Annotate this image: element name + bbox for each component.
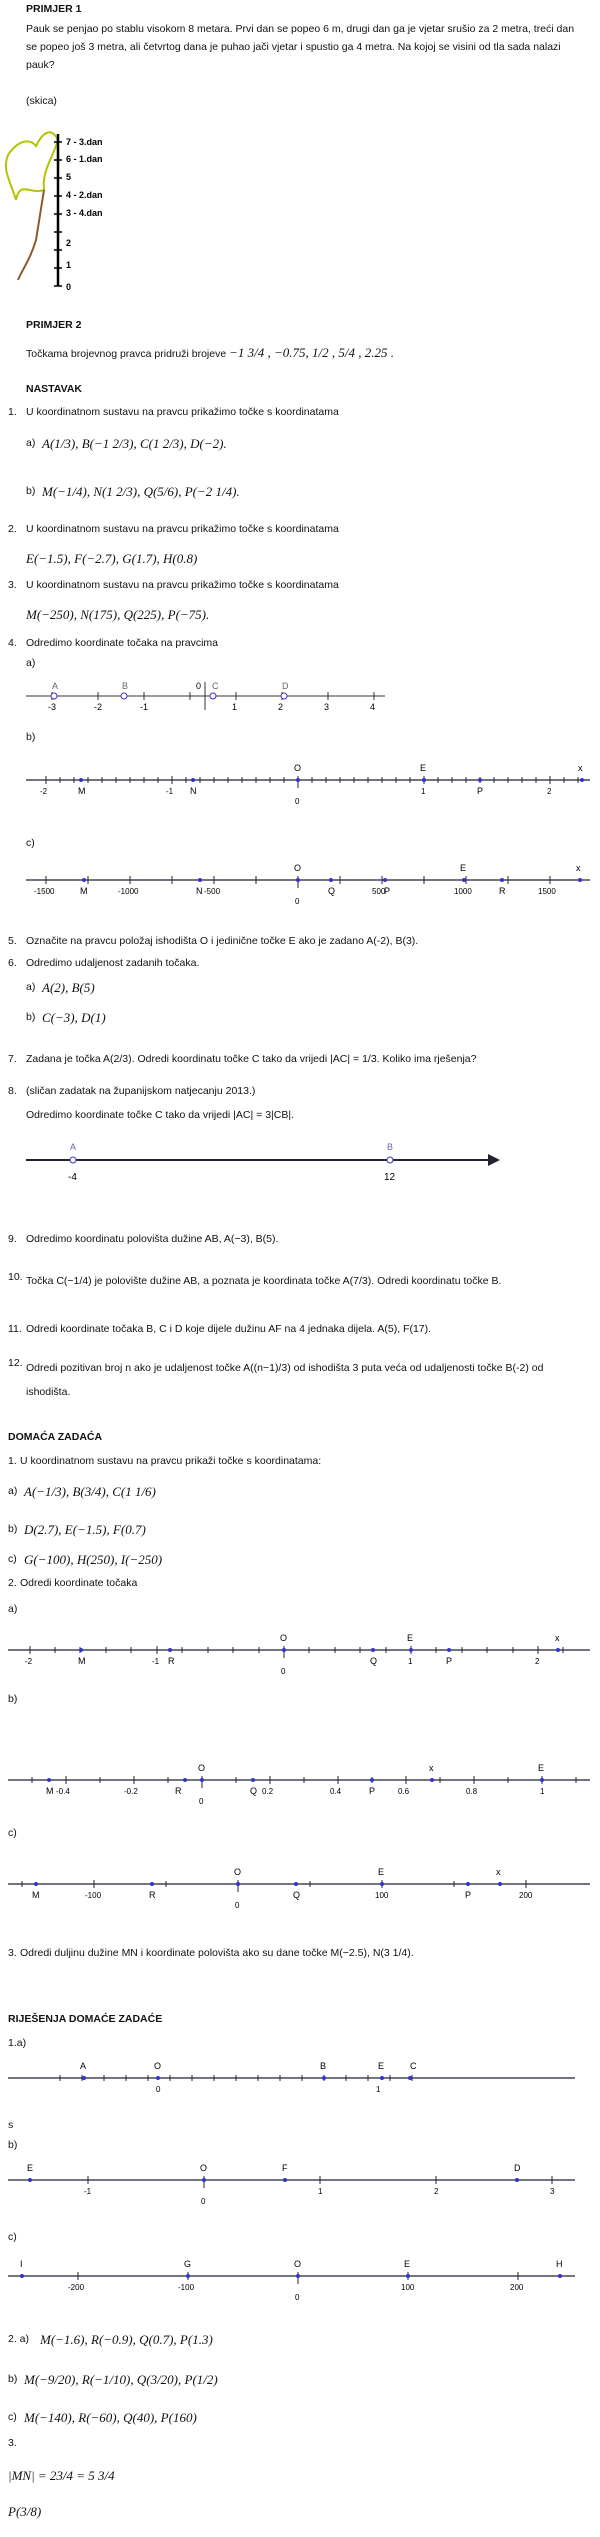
tick-label: 1 (408, 1657, 413, 1666)
point-R: R (149, 1890, 156, 1900)
point-R: R (168, 1656, 175, 1666)
item-math: A(1/3), B(−1 2/3), C(1 2/3), D(−2). (42, 436, 227, 451)
tick-label: 2 (434, 2187, 439, 2196)
item-text: Odredimo udaljenost zadanih točaka. (26, 957, 200, 969)
point-E: E (460, 863, 467, 873)
point-M: M (46, 1786, 54, 1796)
tick-label: -2 (94, 702, 103, 712)
tick-label: 1000 (454, 887, 472, 896)
item-math: C(−3), D(1) (42, 1010, 106, 1025)
item-text: Odredimo koordinate točaka na pravcima (26, 637, 219, 649)
tick-label: 1 (232, 702, 238, 712)
rjesenja-title: RIJEŠENJA DOMAĆE ZADAĆE (8, 2013, 163, 2025)
item-math: A(2), B(5) (42, 980, 95, 995)
item-text: Odredi pozitivan broj n ako je udaljenost točke A((n−1)/3) od ishodišta 3 puta veća od udaljenosti točke B(-2) od ishodišta. (26, 1362, 544, 1398)
tick-label: -500 (204, 887, 221, 896)
tick-label: -2 (25, 1657, 33, 1666)
primjer2-math: −1 3/4 , −0.75, 1/2 , 5/4 , 2.25 . (229, 345, 394, 360)
tick-label: 200 (519, 1891, 533, 1900)
tick-label: -1 (140, 702, 149, 712)
point-I: I (20, 2259, 23, 2269)
point-O: O (294, 2259, 302, 2269)
item-num: 1. (8, 1455, 17, 1467)
tick-label: -1 (152, 1657, 160, 1666)
point-C: C (410, 2061, 417, 2071)
tick-label: 0 (295, 2293, 300, 2302)
domaca-title: DOMAĆA ZADAĆA (8, 1431, 103, 1443)
tick-label: 0.4 (330, 1787, 342, 1796)
tick-label: 0 (156, 2085, 161, 2094)
rjesenja-sub: 1.a) (8, 2037, 27, 2049)
tick-label: 2 (547, 787, 552, 796)
tick-label: 100 (375, 1891, 389, 1900)
numberline-r1b (0, 2160, 600, 2210)
item-math: M(−140), R(−60), Q(40), P(160) (24, 2410, 197, 2425)
tick-label: 0 (295, 797, 300, 806)
tick-label: -1500 (34, 887, 55, 896)
item-math: P(3/8) (8, 2504, 42, 2519)
point-D: D (282, 681, 289, 691)
point-M: M (80, 886, 88, 896)
tick-label: 1 (376, 2085, 381, 2094)
tick-label: -100 (178, 2283, 195, 2292)
point-E: E (538, 1763, 545, 1773)
item-num: 3. (8, 579, 17, 591)
tick-label: 100 (401, 2283, 415, 2292)
tick-label: 0 (199, 1797, 204, 1806)
point-E: E (407, 1633, 414, 1643)
numberline-d2b (0, 1760, 600, 1810)
item-num: 3. (8, 1947, 17, 1959)
item-num: b) (26, 1011, 36, 1023)
tick-label: -2 (40, 787, 48, 796)
tick-label: -1 (84, 2187, 92, 2196)
rjesenja-s: s (8, 2119, 14, 2131)
point-M: M (32, 1890, 40, 1900)
rjesenja-b: b) (8, 2139, 18, 2151)
point-E: E (378, 1867, 385, 1877)
item-num: c) (8, 1827, 17, 1839)
point-O: O (234, 1867, 242, 1877)
tick-label: 1 (318, 2187, 323, 2196)
point-x: x (429, 1763, 434, 1773)
item-num: a) (26, 657, 36, 669)
tick-label: 0 (295, 897, 300, 906)
item-text: Označite na pravcu položaj ishodišta O i jedinične točke E ako je zadano A(-2), B(3). (26, 935, 419, 947)
numberline-4a (0, 676, 600, 716)
item-num: a) (8, 1485, 18, 1497)
item-math: G(−100), H(250), I(−250) (24, 1552, 163, 1567)
tick-label: 1 (421, 787, 426, 796)
tick-label: -0.4 (56, 1787, 70, 1796)
point-P: P (384, 886, 391, 896)
tick-label: -0.2 (124, 1787, 138, 1796)
item-math: M(−9/20), R(−1/10), Q(3/20), P(1/2) (24, 2372, 218, 2387)
item-num: 7. (8, 1053, 17, 1065)
mark-4: 4 - 2.dan (66, 190, 103, 200)
point-P: P (446, 1656, 453, 1666)
item-num: 11. (8, 1323, 22, 1335)
tick-label: 3 (550, 2187, 555, 2196)
item-num: a) (26, 437, 36, 449)
point-R: R (175, 1786, 182, 1796)
primjer2-text: Točkama brojevnog pravca pridruži brojeve −1 3/4 , −0.75, 1/2 , 5/4 , 2.25 . (26, 345, 394, 360)
item-text: Odredimo koordinate točke C tako da vrijedi |AC| = 3|CB|. (26, 1109, 294, 1121)
item-num: 3. (8, 2437, 17, 2449)
item-math: E(−1.5), F(−2.7), G(1.7), H(0.8) (26, 551, 198, 566)
point-Q: Q (328, 886, 336, 896)
point-N: N (196, 886, 203, 896)
point-F: F (282, 2163, 288, 2173)
item-text: Točka C(−1/4) je polovište dužine AB, a poznata je koordinata točke A(7/3). Odredi koordinatu točke B. (26, 1275, 502, 1287)
tick-label: 0 (196, 681, 202, 691)
tick-label: -3 (48, 702, 57, 712)
tick-label: 0.8 (466, 1787, 478, 1796)
tick-label: -100 (85, 1891, 102, 1900)
mark-5: 5 (66, 172, 72, 182)
tick-label: 0.2 (262, 1787, 274, 1796)
tick-label: 0 (281, 1667, 286, 1676)
numberline-d2c (0, 1864, 600, 1914)
tick-label: 1500 (538, 887, 556, 896)
item-text: (sličan zadatak na županijskom natjecanju 2013.) (26, 1085, 256, 1097)
item-num: b) (26, 485, 36, 497)
tick-label: -4 (68, 1172, 77, 1183)
tick-label: 200 (510, 2283, 524, 2292)
spider-sketch (0, 110, 160, 310)
item-num: 1. (8, 406, 17, 418)
point-P: P (369, 1786, 376, 1796)
point-x: x (496, 1867, 501, 1877)
point-x: x (555, 1633, 560, 1643)
tick-label: 12 (384, 1172, 396, 1183)
point-A: A (80, 2061, 87, 2071)
item-text: Odredi duljinu dužine MN i koordinate polovišta ako su dane točke M(−2.5), N(3 1/4). (20, 1947, 414, 1959)
point-R: R (499, 886, 506, 896)
tick-label: 500 (372, 887, 386, 896)
item-text: Odredimo koordinatu polovišta dužine AB, A(−3), B(5). (26, 1233, 279, 1245)
point-x: x (576, 863, 581, 873)
item-num: b) (8, 1693, 18, 1705)
item-text: U koordinatnom sustavu na pravcu prikaži točke s koordinatama: (20, 1455, 322, 1467)
point-E: E (27, 2163, 34, 2173)
point-O: O (294, 763, 302, 773)
mark-0: 0 (66, 282, 72, 292)
numberline-4c (0, 860, 600, 910)
point-B: B (387, 1142, 394, 1152)
item-num: 2. a) (8, 2333, 30, 2345)
item-num: 5. (8, 935, 17, 947)
point-E: E (404, 2259, 411, 2269)
item-num: b) (8, 1523, 18, 1535)
item-num: 2. (8, 1577, 17, 1589)
point-x: x (578, 763, 583, 773)
item-math: M(−1/4), N(1 2/3), Q(5/6), P(−2 1/4). (42, 484, 240, 499)
point-D: D (514, 2163, 521, 2173)
item-math: |MN| = 23/4 = 5 3/4 (8, 2468, 115, 2483)
tick-label: -1000 (118, 887, 139, 896)
point-P: P (465, 1890, 472, 1900)
item-math: A(−1/3), B(3/4), C(1 1/6) (24, 1484, 156, 1499)
point-G: G (184, 2259, 192, 2269)
point-M: M (78, 786, 86, 796)
tick-label: 3 (324, 702, 330, 712)
numberline-r1a (0, 2058, 600, 2108)
mark-6: 6 - 1.dan (66, 154, 103, 164)
tick-label: 0 (235, 1901, 240, 1910)
numberline-d2a (0, 1630, 600, 1680)
point-B: B (320, 2061, 327, 2071)
item-num: 6. (8, 957, 17, 969)
item-text: U koordinatnom sustavu na pravcu prikažimo točke s koordinatama (26, 523, 339, 535)
item-text: U koordinatnom sustavu na pravcu prikažimo točke s koordinatama (26, 406, 339, 418)
point-O: O (154, 2061, 162, 2071)
primjer1-title: PRIMJER 1 (26, 3, 82, 15)
numberline-8 (0, 1140, 600, 1190)
item-num: 10. (8, 1271, 23, 1283)
tick-label: -1 (166, 787, 174, 796)
item-text: Odredi koordinate točaka B, C i D koje dijele dužinu AF na 4 jednaka dijela. A(5), F(17). (26, 1323, 432, 1335)
item-text: Odredi koordinate točaka (20, 1577, 138, 1589)
item-num: 9. (8, 1233, 17, 1245)
item-text: U koordinatnom sustavu na pravcu prikažimo točke s koordinatama (26, 579, 339, 591)
item-num: 12. (8, 1357, 23, 1369)
item-num: a) (26, 981, 36, 993)
tick-label: 0 (201, 2197, 206, 2206)
mark-1: 1 (66, 260, 72, 270)
point-A: A (70, 1142, 77, 1152)
tick-label: 1 (540, 1787, 545, 1796)
point-Q: Q (370, 1656, 378, 1666)
sketch-label: (skica) (26, 95, 57, 107)
point-E: E (420, 763, 427, 773)
item-num: b) (8, 2373, 18, 2385)
point-C: C (212, 681, 219, 691)
item-num: c) (8, 1553, 17, 1565)
point-N: N (190, 786, 197, 796)
item-num: a) (8, 1603, 18, 1615)
item-num: 2. (8, 523, 17, 535)
tick-label: 4 (370, 702, 376, 712)
rjesenja-c: c) (8, 2231, 17, 2243)
mark-2: 2 (66, 238, 72, 248)
point-O: O (280, 1633, 288, 1643)
point-E: E (378, 2061, 385, 2071)
item-num: b) (26, 731, 36, 743)
point-H: H (556, 2259, 563, 2269)
mark-3: 3 - 4.dan (66, 208, 103, 218)
point-M: M (78, 1656, 86, 1666)
point-O: O (294, 863, 302, 873)
item-num: c) (8, 2411, 17, 2423)
item-math: M(−1.6), R(−0.9), Q(0.7), P(1.3) (40, 2332, 213, 2347)
tick-label: 2 (278, 702, 284, 712)
item-math: D(2.7), E(−1.5), F(0.7) (24, 1522, 146, 1537)
tick-label: 2 (535, 1657, 540, 1666)
point-O: O (200, 2163, 208, 2173)
item-num: 8. (8, 1085, 17, 1097)
item-num: c) (26, 837, 35, 849)
tick-label: -200 (68, 2283, 85, 2292)
nastavak-title: NASTAVAK (26, 383, 82, 395)
item-text: Zadana je točka A(2/3). Odredi koordinatu točke C tako da vrijedi |AC| = 1/3. Koliko ima rješenja? (26, 1053, 477, 1065)
item-math: M(−250), N(175), Q(225), P(−75). (26, 607, 210, 622)
point-Q: Q (250, 1786, 258, 1796)
point-B: B (122, 681, 129, 691)
point-Q: Q (293, 1890, 301, 1900)
point-O: O (198, 1763, 206, 1773)
numberline-r1c (0, 2256, 600, 2306)
tick-label: 0.6 (398, 1787, 410, 1796)
primjer2-title: PRIMJER 2 (26, 319, 82, 331)
numberline-4b (0, 760, 600, 810)
item-num: 4. (8, 637, 17, 649)
mark-7: 7 - 3.dan (66, 137, 103, 147)
primjer1-text: Pauk se penjao po stablu visokom 8 metara. Prvi dan se popeo 6 m, drugi dan ga je vjetar srušio za 2 metra, treći dan se popeo još 3 metra, ali četvrtog dana je puhao jači vjetar i spustio ga 4 metra. Na kojoj se visini od tla sada nalazi pauk? (26, 23, 575, 71)
point-P: P (477, 786, 484, 796)
point-A: A (52, 681, 59, 691)
